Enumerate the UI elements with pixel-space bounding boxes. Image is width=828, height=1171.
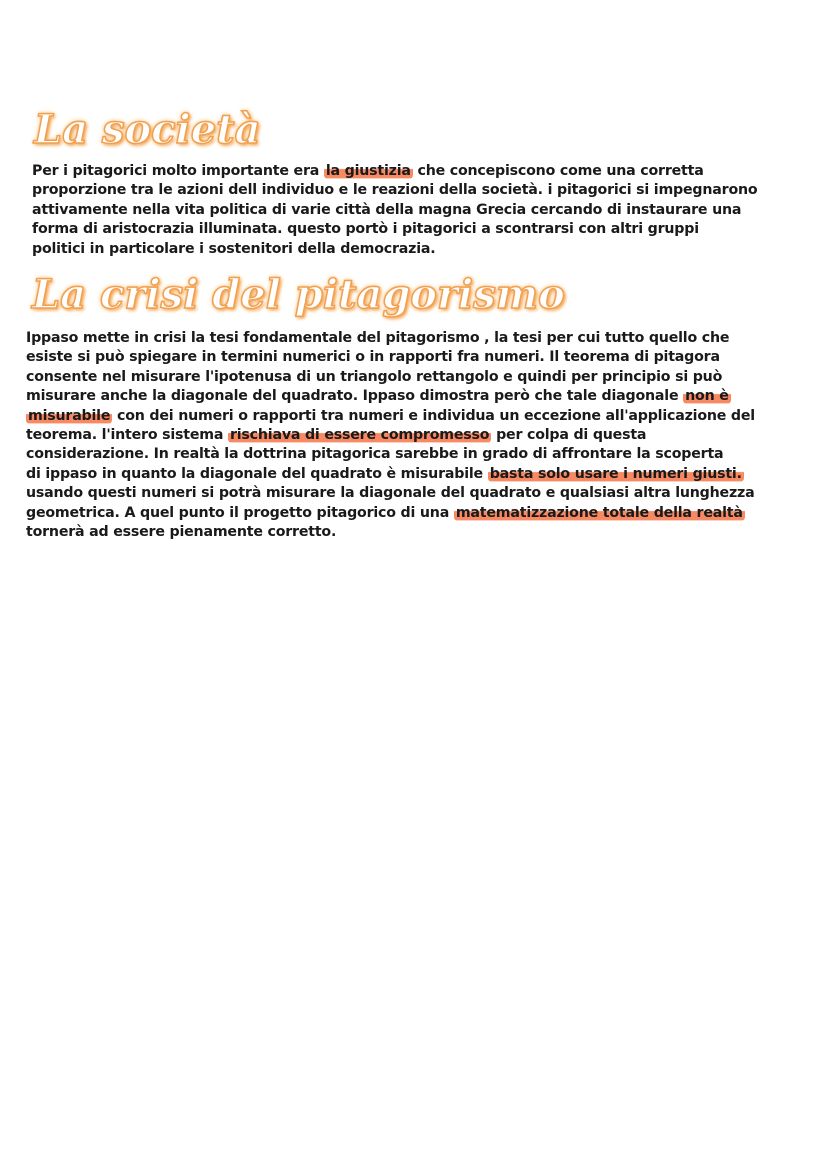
- text-run: considerazione. In realtà la dottrina pitagorica sarebbe in grado di affrontare la scoperta: [26, 446, 724, 463]
- highlighted-text: misurabile: [28, 407, 111, 424]
- paragraph-crisi-pitagorismo: [26, 329, 755, 542]
- text-line: [26, 523, 755, 542]
- text-run: attivamente nella vita politica di varie città della magna Grecia cercando di instaurare una: [32, 201, 742, 218]
- text-line: [26, 387, 755, 406]
- text-run: esiste si può spiegare in termini numerici o in rapporti fra numeri. Il teorema di pitagora: [26, 349, 720, 366]
- text-line: [26, 407, 755, 426]
- text-run: geometrica. A quel punto il progetto pitagorico di una: [26, 504, 454, 521]
- text-line: [26, 368, 755, 387]
- text-run: Ippaso mette in crisi la tesi fondamentale del pitagorismo , la tesi per cui tutto quello che: [26, 330, 730, 346]
- text-run: forma di aristocrazia illuminata. questo portò i pitagorici a scontrarsi con altri gruppi: [32, 221, 699, 238]
- text-line: [32, 162, 757, 181]
- highlighted-text: rischiava di essere compromesso: [229, 427, 490, 444]
- text-line: [32, 240, 757, 259]
- text-line: [32, 181, 757, 200]
- text-run: di ippaso in quanto la diagonale del quadrato è misurabile: [26, 465, 488, 482]
- text-run: che concepiscono come una corretta: [412, 163, 704, 179]
- text-line: [26, 329, 755, 348]
- text-line: [32, 220, 757, 239]
- section-title-crisi-pitagorismo: La crisi del pitagorismo: [32, 271, 565, 318]
- text-run: con dei numeri o rapporti tra numeri e individua un eccezione all'applicazione del: [112, 407, 755, 424]
- text-run: Per i pitagorici molto importante era: [32, 163, 324, 179]
- text-run: teorema. l'intero sistema: [26, 427, 228, 444]
- text-run: tornerà ad essere pienamente corretto.: [26, 524, 337, 541]
- text-run: proporzione tra le azioni dell individuo e le reazioni della società. i pitagorici si impegnarono: [32, 182, 758, 199]
- text-line: [26, 426, 755, 445]
- highlighted-text: la giustizia: [325, 163, 411, 179]
- highlighted-text: basta solo usare i numeri giusti.: [489, 465, 742, 482]
- text-line: [26, 504, 755, 523]
- text-run: politici in particolare i sostenitori della democrazia.: [32, 240, 436, 257]
- section-title-societa: La società: [34, 106, 261, 153]
- text-run: misurare anche la diagonale del quadrato. Ippaso dimostra però che tale diagonale: [26, 388, 684, 405]
- text-run: per colpa di questa: [491, 427, 647, 444]
- paragraph-societa: [32, 162, 757, 259]
- text-line: [26, 465, 755, 484]
- text-line: [26, 445, 755, 464]
- text-line: [26, 348, 755, 367]
- highlighted-text: matematizzazione totale della realtà: [455, 504, 743, 521]
- text-run: consente nel misurare l'ipotenusa di un triangolo rettangolo e quindi per principio si può: [26, 368, 723, 385]
- text-line: [26, 484, 755, 503]
- text-line: [32, 201, 757, 220]
- highlighted-text: non è: [685, 388, 729, 405]
- text-run: usando questi numeri si potrà misurare la diagonale del quadrato e qualsiasi altra lunghezza: [26, 485, 755, 502]
